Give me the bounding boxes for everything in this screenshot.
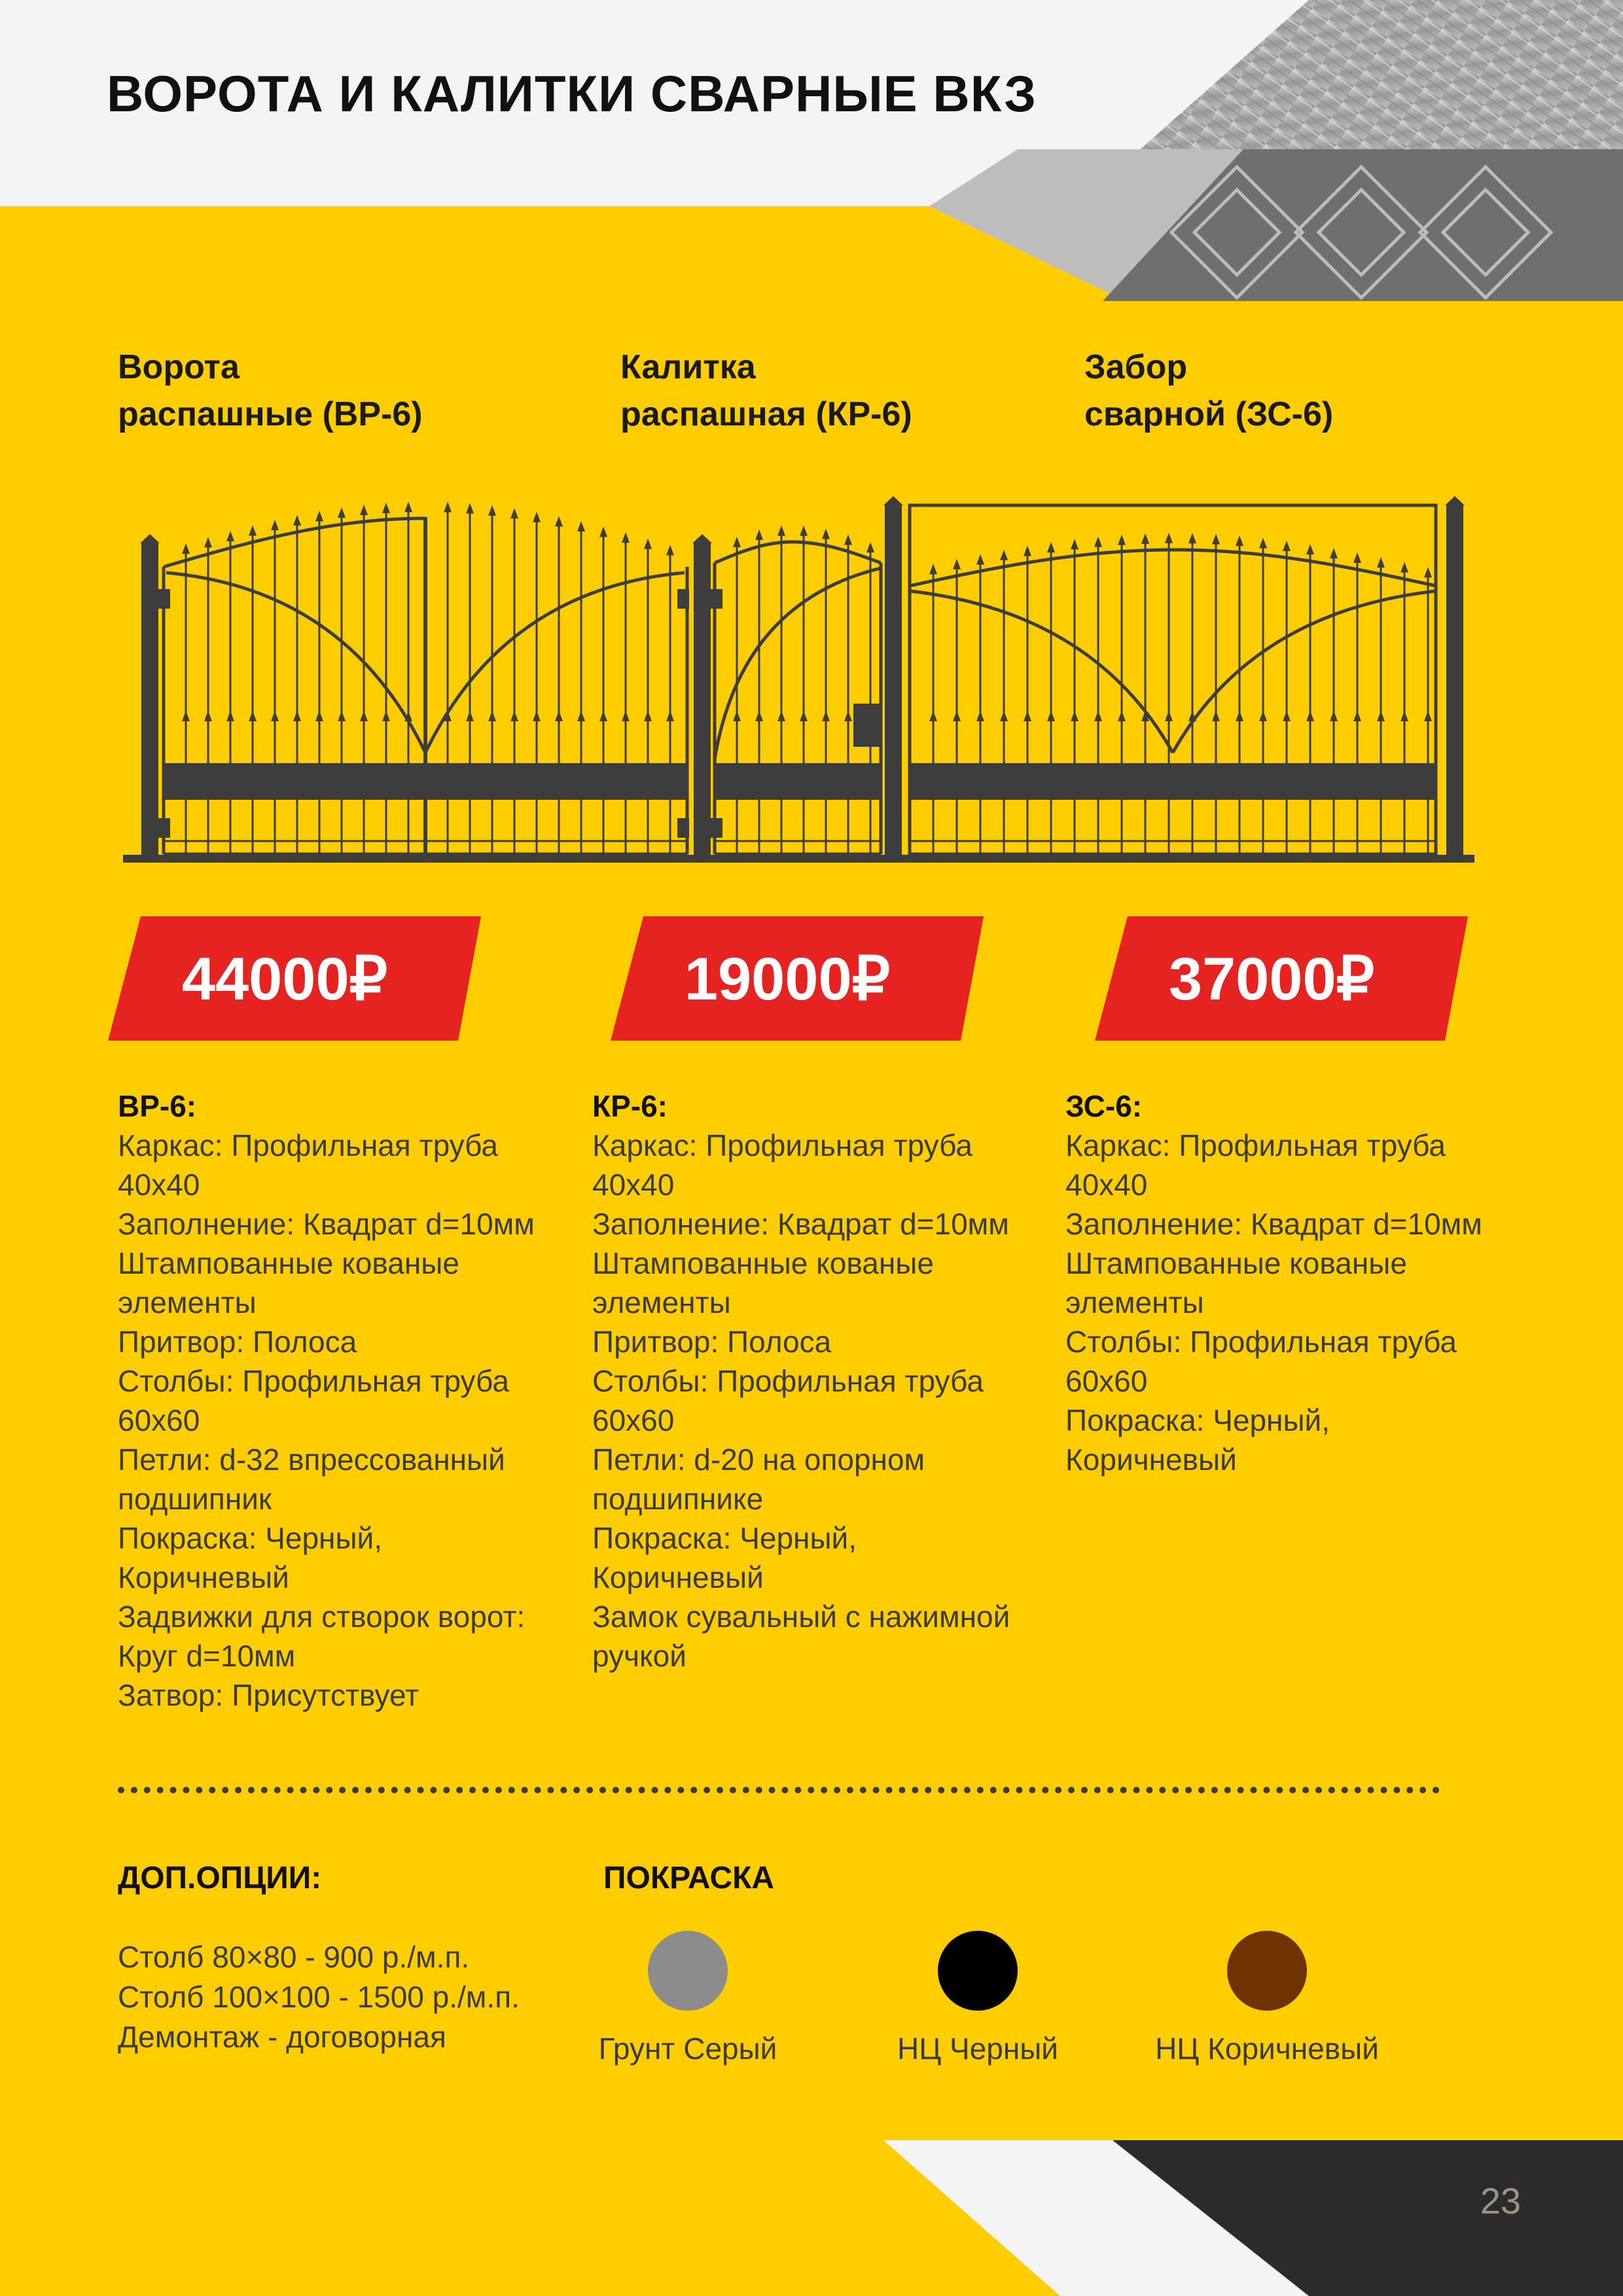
swatch-label-black: НЦ Черный xyxy=(897,2032,1058,2066)
option-item: Демонтаж - договорная xyxy=(118,2020,446,2054)
spec-text: Каркас: Профильная труба 40х40 Заполнение: Квадрат d=10мм Штампованные кованые элементы Притвор: Полоса Столбы: Профильная труба 60х60 Петли: d-20 на опорном подшипнике Покраска: Черный, Коричневый Замок сувальный с нажимной ручкой xyxy=(592,1128,1010,1673)
swatch-grey xyxy=(648,1931,728,2011)
page-number: 23 xyxy=(1480,2180,1521,2221)
spec-heading: ВР-6: xyxy=(118,1089,197,1123)
price-badge-fence xyxy=(1095,916,1448,1041)
gate-illustration xyxy=(118,491,1486,877)
product-title-fence: Забор сварной (ЗС-6) xyxy=(1084,348,1334,433)
option-item: Столб 100×100 - 1500 р./м.п. xyxy=(118,1980,520,2014)
spec-text: Каркас: Профильная труба 40х40 Заполнение: Квадрат d=10мм Штампованные кованые элементы Столбы: Профильная труба 60х60 Покраска: Черный, Коричневый xyxy=(1065,1128,1482,1477)
swatch-brown xyxy=(1227,1931,1307,2011)
price-badge-wicket xyxy=(611,916,964,1041)
spec-heading: КР-6: xyxy=(592,1089,668,1123)
paint-heading: ПОКРАСКА xyxy=(603,1861,775,1895)
page-title: ВОРОТА И КАЛИТКИ СВАРНЫЕ ВКЗ xyxy=(107,65,1037,122)
price-badge-gate xyxy=(108,916,461,1041)
swatch-label-brown: НЦ Коричневый xyxy=(1155,2032,1379,2066)
price-fence: 37000₽ xyxy=(1168,945,1375,1013)
spec-text: Каркас: Профильная труба 40х40 Заполнение: Квадрат d=10мм Штампованные кованые элементы Притвор: Полоса Столбы: Профильная труба 60х60 Петли: d-32 впрессованный подшипник Покраска: Черный, Коричневый Задвижки для створок ворот: Круг d=10мм Затвор: Присутствует xyxy=(118,1128,535,1712)
spec-column-fence xyxy=(1065,1086,1537,1479)
swatch-label-grey: Грунт Серый xyxy=(598,2032,777,2066)
price-gate: 44000₽ xyxy=(181,945,388,1013)
options-heading: ДОП.ОПЦИИ: xyxy=(118,1861,322,1895)
swatch-black xyxy=(938,1931,1018,2011)
spec-column-wicket xyxy=(592,1086,1063,1676)
spec-heading: ЗС-6: xyxy=(1065,1089,1143,1123)
option-item: Столб 80×80 - 900 р./м.п. xyxy=(118,1940,470,1974)
spec-column-gate xyxy=(118,1086,589,1715)
price-wicket: 19000₽ xyxy=(684,945,891,1013)
product-title-gate: Ворота распашные (ВР-6) xyxy=(118,348,423,433)
dotted-divider xyxy=(118,1787,1440,1793)
options-list xyxy=(118,1937,520,2057)
product-title-wicket: Калитка распашная (КР-6) xyxy=(620,348,912,433)
